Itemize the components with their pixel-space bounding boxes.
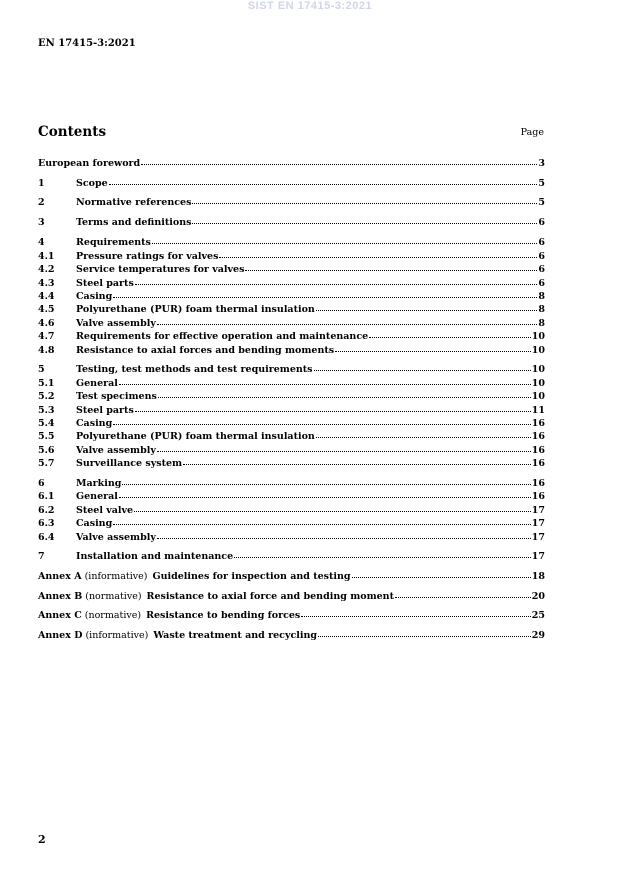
toc-entry-page: 8 (538, 304, 545, 315)
toc-entry-number: 5.4 (38, 418, 55, 429)
toc-entry-page: 6 (538, 217, 545, 228)
toc-entry[interactable] (38, 250, 545, 262)
toc-entry-page: 6 (538, 237, 545, 248)
toc-entry-page: 29 (531, 630, 545, 641)
toc-entry-number: 4.5 (38, 304, 55, 315)
toc-dot-leader (316, 429, 531, 438)
toc-dot-leader (183, 456, 531, 465)
toc-entry-number: 4.2 (38, 264, 55, 275)
toc-dot-leader (352, 569, 531, 578)
page-number: 2 (38, 833, 46, 846)
toc-entry-title: Surveillance system (76, 458, 183, 469)
toc-entry-page: 5 (538, 197, 545, 208)
toc-entry-title: Valve assembly (76, 318, 156, 329)
toc-entry[interactable] (38, 404, 545, 416)
toc-entry-page: 8 (538, 291, 545, 302)
toc-dot-leader (395, 589, 531, 598)
annex-title: Waste treatment and recycling (153, 630, 318, 641)
toc-entry-number: 4.8 (38, 345, 55, 356)
toc-entry-title: Marking (76, 478, 122, 489)
toc-entry[interactable] (38, 157, 545, 169)
toc-dot-leader (318, 628, 531, 637)
toc-entry-page: 10 (531, 378, 545, 389)
toc-annex-entry[interactable] (38, 570, 545, 582)
toc-entry-page: 6 (538, 251, 545, 262)
toc-entry-number: 4.1 (38, 251, 55, 262)
toc-entry[interactable] (38, 263, 545, 275)
toc-entry[interactable] (38, 216, 545, 228)
toc-dot-leader (157, 316, 538, 325)
toc-entry-title: Casing (76, 418, 113, 429)
toc-entry-title: Requirements for effective operation and maintenance (76, 331, 369, 342)
toc-entry-number: 4.3 (38, 278, 55, 289)
toc-entry-page: 6 (538, 278, 545, 289)
toc-dot-leader (192, 195, 537, 204)
toc-annex-entry[interactable] (38, 629, 545, 641)
toc-dot-leader (157, 530, 531, 539)
toc-dot-leader (369, 329, 531, 338)
toc-entry[interactable] (38, 550, 545, 562)
toc-entry-title: Steel parts (76, 278, 134, 289)
toc-dot-leader (245, 262, 537, 271)
toc-entry-page: 16 (531, 445, 545, 456)
toc-entry-page: 5 (538, 178, 545, 189)
toc-dot-leader (141, 156, 537, 165)
toc-entry-title: Casing (76, 291, 113, 302)
annex-label: Annex D (38, 630, 83, 641)
toc-dot-leader (335, 343, 531, 352)
annex-kind: (normative) (85, 591, 142, 602)
toc-dot-leader (113, 289, 537, 298)
toc-entry-number: 3 (38, 217, 45, 228)
toc-entry-number: 4.6 (38, 318, 55, 329)
toc-entry[interactable] (38, 236, 545, 248)
toc-entry-page: 10 (531, 391, 545, 402)
toc-entry-number: 2 (38, 197, 45, 208)
toc-entry[interactable] (38, 290, 545, 302)
toc-dot-leader (314, 362, 531, 371)
toc-entry-number: 4.4 (38, 291, 55, 302)
toc-entry[interactable] (38, 504, 545, 516)
toc-entry-page: 11 (531, 405, 545, 416)
toc-entry-page: 16 (531, 458, 545, 469)
toc-entry-number: 6 (38, 478, 45, 489)
toc-dot-leader (135, 403, 531, 412)
toc-entry-number: 5.3 (38, 405, 55, 416)
annex-label: Annex C (38, 610, 82, 621)
toc-entry-page: 10 (531, 364, 545, 375)
toc-entry[interactable] (38, 363, 545, 375)
contents-title: Contents (38, 124, 107, 140)
toc-entry-title: Terms and definitions (76, 217, 192, 228)
toc-dot-leader (122, 476, 530, 485)
toc-annex-entry[interactable] (38, 590, 545, 602)
toc-dot-leader (135, 276, 538, 285)
toc-entry-page: 16 (531, 478, 545, 489)
toc-entry-title: Testing, test methods and test requirements (76, 364, 313, 375)
toc-entry[interactable] (38, 177, 545, 189)
annex-title: Resistance to axial force and bending moment (146, 591, 394, 602)
toc-dot-leader (109, 176, 538, 185)
toc-dot-leader (316, 302, 538, 311)
toc-entry-page: 10 (531, 331, 545, 342)
toc-entry-number: 4 (38, 237, 45, 248)
toc-entry[interactable] (38, 277, 545, 289)
toc-entry-title: Resistance to axial forces and bending moments (76, 345, 335, 356)
toc-dot-leader (192, 215, 537, 224)
toc-entry-title: General (76, 491, 118, 502)
annex-title: Guidelines for inspection and testing (152, 571, 351, 582)
toc-entry-title: Normative references (76, 197, 192, 208)
toc-entry-title: Pressure ratings for valves (76, 251, 219, 262)
toc-entry[interactable] (38, 531, 545, 543)
toc-entry-page: 25 (531, 610, 545, 621)
toc-entry[interactable] (38, 490, 545, 502)
toc-entry[interactable] (38, 517, 545, 529)
toc-entry-page: 17 (531, 505, 545, 516)
toc-entry-number: 5.5 (38, 431, 55, 442)
toc-entry-number: 5.2 (38, 391, 55, 402)
toc-dot-leader (152, 235, 537, 244)
toc-entry-title: Valve assembly (76, 532, 156, 543)
document-id: EN 17415-3:2021 (38, 38, 136, 49)
toc-entry-title: Steel parts (76, 405, 134, 416)
toc-entry-page: 20 (531, 591, 545, 602)
toc-entry-title: Valve assembly (76, 445, 156, 456)
annex-label: Annex B (38, 591, 83, 602)
toc-dot-leader (301, 608, 531, 617)
toc-entry[interactable] (38, 330, 545, 342)
toc-entry-title: Installation and maintenance (76, 551, 234, 562)
toc-dot-leader (158, 389, 531, 398)
toc-entry-number: 1 (38, 178, 45, 189)
toc-entry-page: 8 (538, 318, 545, 329)
toc-entry-page: 17 (531, 532, 545, 543)
toc-entry[interactable] (38, 430, 545, 442)
toc-entry-page: 16 (531, 418, 545, 429)
toc-entry[interactable] (38, 344, 545, 356)
toc-entry-title: Steel valve (76, 505, 134, 516)
toc-dot-leader (134, 503, 531, 512)
toc-entry-number: 5.6 (38, 445, 55, 456)
toc-entry[interactable] (38, 303, 545, 315)
toc-entry-title: Service temperatures for valves (76, 264, 245, 275)
toc-entry-title: Polyurethane (PUR) foam thermal insulation (76, 304, 315, 315)
toc-entry-number: 5.7 (38, 458, 55, 469)
toc-entry-title: European foreword (38, 158, 141, 169)
toc-entry-title: Polyurethane (PUR) foam thermal insulation (76, 431, 315, 442)
toc-entry-title: Requirements (76, 237, 151, 248)
toc-dot-leader (119, 376, 531, 385)
annex-title: Resistance to bending forces (146, 610, 301, 621)
toc-entry-title: Test specimens (76, 391, 157, 402)
toc-entry-page: 16 (531, 491, 545, 502)
toc-annex-entry[interactable] (38, 609, 545, 621)
toc-entry[interactable] (38, 196, 545, 208)
toc-entry[interactable] (38, 377, 545, 389)
page-column-label: Page (520, 127, 544, 138)
toc-entry-page: 3 (538, 158, 545, 169)
toc-dot-leader (113, 516, 531, 525)
toc-entry-number: 6.3 (38, 518, 55, 529)
annex-label: Annex A (38, 571, 82, 582)
toc-entry[interactable] (38, 390, 545, 402)
toc-entry[interactable] (38, 477, 545, 489)
toc-entry-page: 17 (531, 551, 545, 562)
toc-dot-leader (157, 443, 531, 452)
toc-entry-number: 6.2 (38, 505, 55, 516)
toc-entry-number: 6.4 (38, 532, 55, 543)
toc-dot-leader (113, 416, 531, 425)
toc-entry[interactable] (38, 317, 545, 329)
toc-dot-leader (119, 489, 531, 498)
toc-entry-page: 18 (531, 571, 545, 582)
annex-kind: (informative) (84, 571, 148, 582)
toc-entry[interactable] (38, 444, 545, 456)
annex-kind: (informative) (85, 630, 149, 641)
toc-entry-number: 5.1 (38, 378, 55, 389)
toc-entry-number: 5 (38, 364, 45, 375)
toc-entry[interactable] (38, 417, 545, 429)
annex-kind: (normative) (84, 610, 142, 621)
toc-dot-leader (234, 549, 531, 558)
toc-entry-number: 6.1 (38, 491, 55, 502)
toc-entry-page: 17 (531, 518, 545, 529)
toc-dot-leader (219, 249, 537, 258)
toc-entry-number: 4.7 (38, 331, 55, 342)
toc-entry-page: 16 (531, 431, 545, 442)
toc-entry-page: 10 (531, 345, 545, 356)
toc-entry[interactable] (38, 457, 545, 469)
toc-entry-number: 7 (38, 551, 45, 562)
toc-entry-page: 6 (538, 264, 545, 275)
watermark: SIST EN 17415-3:2021 (247, 0, 373, 12)
toc-entry-title: Casing (76, 518, 113, 529)
toc-entry-title: Scope (76, 178, 108, 189)
toc-entry-title: General (76, 378, 118, 389)
